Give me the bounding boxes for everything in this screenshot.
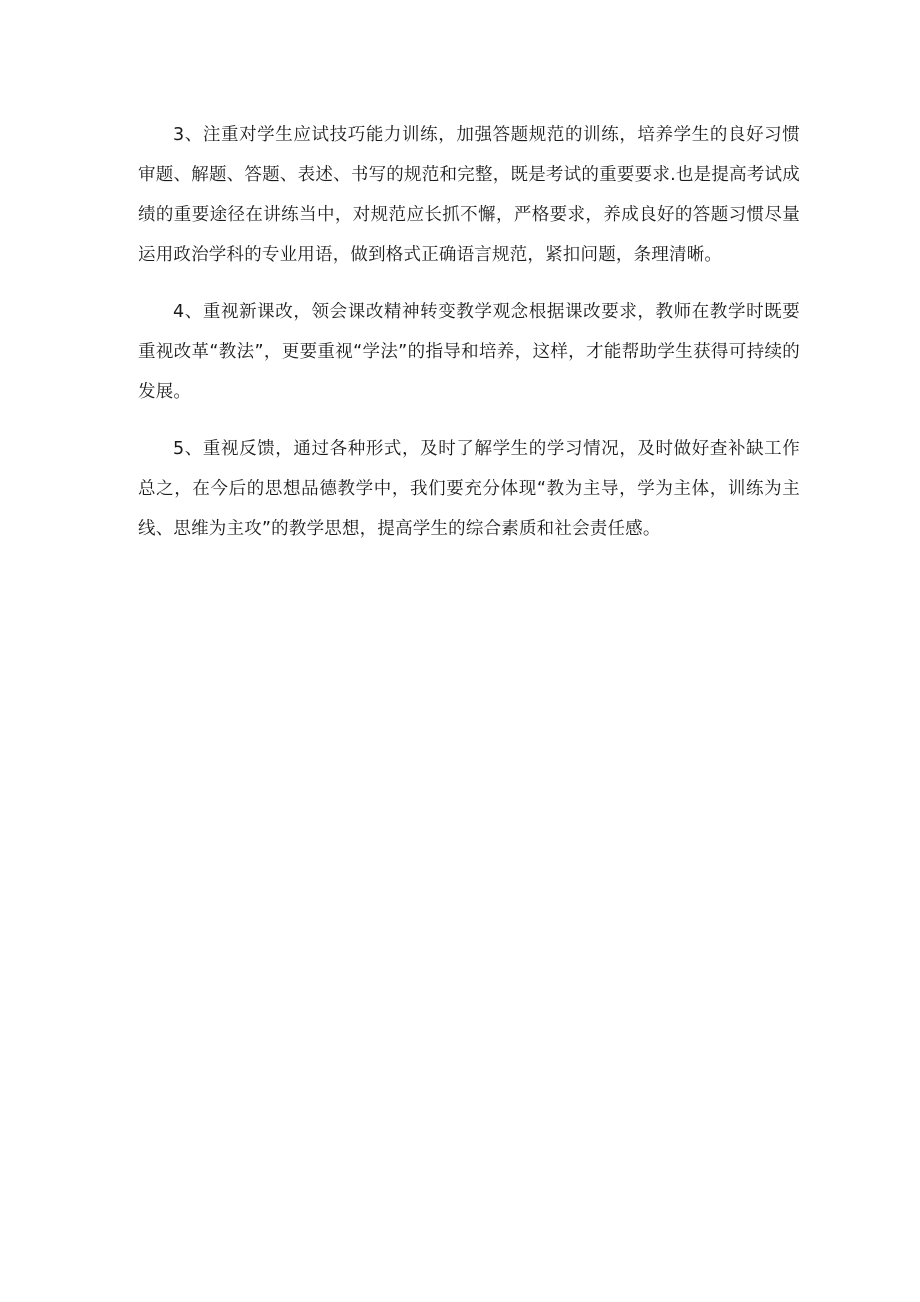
paragraph-3: 3、注重对学生应试技巧能力训练，加强答题规范的训练，培养学生的良好习惯审题、解题、答题、表述、书写的规范和完整，既是考试的重要要求.也是提高考试成绩的重要途径在讲练当中，对规范应长抓不懈，严格要求，养成良好的答题习惯尽量运用政治学科的专业用语，做到格式正确语言规范，紧扣问题，条理清晰。 (138, 125, 800, 265)
paragraph-4: 4、重视新课改，领会课改精神转变教学观念根据课改要求，教师在教学时既要重视改革“教法”，更要重视“学法”的指导和培养，这样，才能帮助学生获得可持续的发展。 (138, 302, 800, 402)
document-body (138, 115, 800, 566)
paragraph-5: 5、重视反馈，通过各种形式，及时了解学生的学习情况，及时做好查补缺工作总之，在今后的思想品德教学中，我们要充分体现“教为主导，学为主体，训练为主线、思维为主攻”的教学思想，提高学生的综合素质和社会责任感。 (138, 439, 800, 539)
